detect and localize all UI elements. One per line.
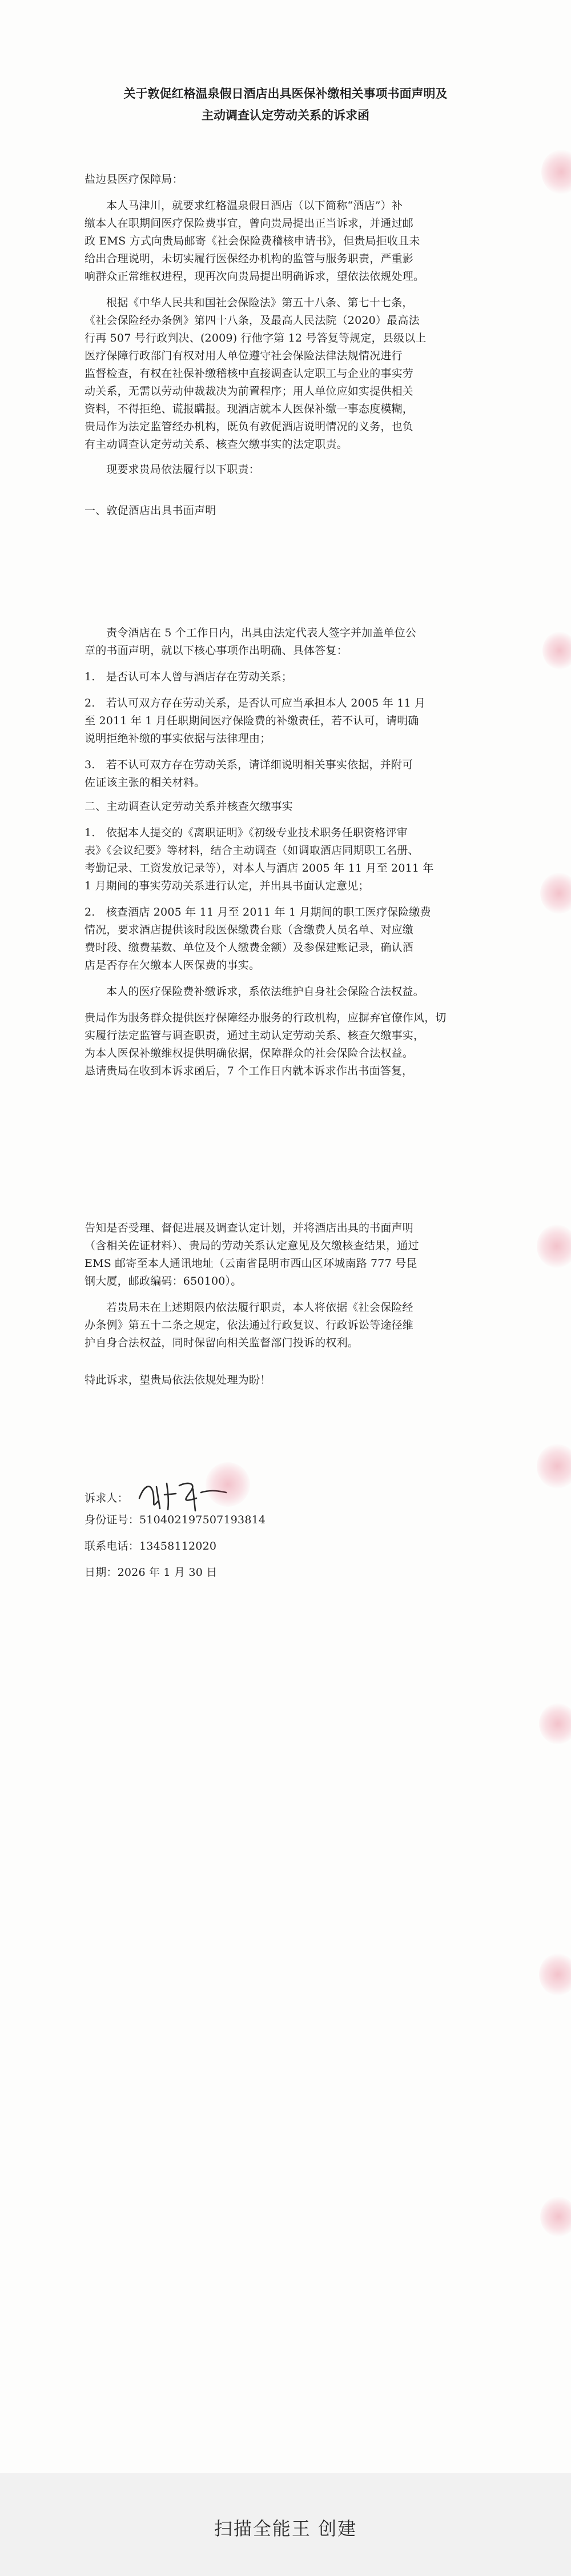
section2-heading: 二、主动调查认定劳动关系并核查欠缴事实 bbox=[85, 800, 293, 813]
document-title-line2: 主动调查认定劳动关系的诉求函 bbox=[202, 108, 369, 122]
final-line: 特此诉求，望贵局依法依规处理为盼！ bbox=[85, 1374, 271, 1386]
closing-para1-line: 为本人医保补缴维权提供明确依据，保障群众的社会保险合法权益。 bbox=[85, 1047, 414, 1060]
closing-para1-line: 实履行法定监管与调查职责，通过主动认定劳动关系、核查欠缴事实， bbox=[85, 1029, 425, 1042]
seal-mark bbox=[542, 632, 571, 669]
closing-para2-line: 钢大厦，邮政编码：650100）。 bbox=[85, 1275, 242, 1287]
closing-para3-line: 若贵局未在上述期限内依法履行职责，本人将依据《社会保险经 bbox=[106, 1301, 413, 1314]
section1-item-line: 至 2011 年 1 月任职期间医疗保险费的补缴责任，若不认可，请明确 bbox=[85, 715, 419, 727]
legal-basis-line: 资料，不得拒绝、谎报瞒报。现酒店就本人医保补缴一事态度模糊， bbox=[85, 403, 414, 415]
legal-basis-line: 根据《中华人民共和国社会保险法》第五十八条、第七十七条， bbox=[106, 296, 413, 309]
phone-number: 联系电话：13458112020 bbox=[85, 1540, 217, 1552]
section2-item-line: 1. 依据本人提交的《离职证明》《初级专业技术职务任职资格评审 bbox=[85, 826, 408, 839]
legal-basis-line: 有主动调查认定劳动关系、核查欠缴事实的法定职责。 bbox=[85, 438, 348, 451]
scanner-footer bbox=[0, 2473, 571, 2576]
seal-mark bbox=[537, 1444, 571, 1488]
closing-para2-line: 告知是否受理、督促进展及调查认定计划，并将酒店出具的书面声明 bbox=[85, 1222, 414, 1234]
document-title-line1: 关于敦促红格温泉假日酒店出具医保补缴相关事项书面声明及 bbox=[123, 86, 448, 101]
section2-item-line: 情况，要求酒店提供该时段医保缴费台账（含缴费人员名单、对应缴 bbox=[85, 924, 414, 936]
scanner-watermark-text: 扫描全能王 创建 bbox=[214, 2518, 357, 2539]
intro-line: 响群众正常维权进程，现再次向贵局提出明确诉求，望依法依规处理。 bbox=[85, 270, 425, 283]
section2-item-line: 店是否存在欠缴本人医保费的事实。 bbox=[85, 959, 260, 972]
section2-item-line: 表》《会议纪要》等材料，结合主动调查（如调取酒店同期职工名册、 bbox=[85, 844, 419, 857]
section2-item-line: 1 月期间的事实劳动关系进行认定，并出具书面认定意见； bbox=[85, 880, 369, 892]
section1-item-line: 1. 是否认可本人曾与酒店存在劳动关系； bbox=[85, 671, 293, 683]
section1-body-line: 责令酒店在 5 个工作日内，出具由法定代表人签字并加盖单位公 bbox=[106, 627, 417, 639]
section1-item-line: 佐证该主张的相关材料。 bbox=[85, 776, 206, 789]
closing-para2-line: EMS 邮寄至本人通讯地址（云南省昆明市西山区环城南路 777 号昆 bbox=[85, 1257, 417, 1270]
id-number: 身份证号：510402197507193814 bbox=[85, 1514, 266, 1526]
section1-item-line: 3. 若不认可双方存在劳动关系，请详细说明相关事实依据，并附可 bbox=[85, 759, 413, 771]
seal-mark bbox=[537, 1225, 571, 1268]
seal-mark bbox=[541, 150, 571, 194]
intro-line: 政 EMS 方式向贵局邮寄《社会保险费稽核申请书》，但贵局拒收且未 bbox=[85, 235, 420, 247]
legal-basis-line: 动关系，无需以劳动仲裁裁决为前置程序；用人单位应如实提供相关 bbox=[85, 385, 414, 398]
section2-item-line: 2. 核查酒店 2005 年 11 月至 2011 年 1 月期间的职工医疗保险缴费 bbox=[85, 906, 431, 918]
section2-item-line: 费时段、缴费基数、单位及个人缴费金额）及参保建账记录，确认酒 bbox=[85, 941, 414, 954]
legal-basis-line: 《社会保险经办条例》第四十八条，及最高人民法院（2020）最高法 bbox=[85, 314, 420, 327]
closing-para2-line: （含相关佐证材料）、贵局的劳动关系认定意见及欠缴核查结果，通过 bbox=[85, 1239, 419, 1252]
closing-para1-line: 恳请贵局在收到本诉求函后，7 个工作日内就本诉求作出书面答复， bbox=[85, 1065, 413, 1077]
date-line: 日期：2026 年 1 月 30 日 bbox=[85, 1566, 218, 1579]
section1-body-line: 章的书面声明，就以下核心事项作出明确、具体答复： bbox=[85, 644, 348, 657]
section1-heading: 一、敦促酒店出具书面声明 bbox=[85, 504, 216, 517]
fingerprint-mark bbox=[206, 1462, 250, 1507]
closing-para3-line: 护自身合法权益，同时保留向相关监督部门投诉的权利。 bbox=[85, 1337, 359, 1349]
seal-mark bbox=[539, 1703, 571, 1744]
section1-item-line: 2. 若认可双方存在劳动关系，是否认可应当承担本人 2005 年 11 月 bbox=[85, 697, 426, 709]
intro-line: 缴本人在职期间医疗保险费事宜，曾向贵局提出正当诉求，并通过邮 bbox=[85, 217, 414, 230]
legal-basis-line: 行再 507 号行政判决、(2009) 行他字第 12 号答复等规定，县级以上 bbox=[85, 332, 427, 344]
section1-item-line: 说明拒绝补缴的事实依据与法律理由； bbox=[85, 732, 271, 745]
addressee: 盐边县医疗保障局： bbox=[85, 173, 183, 186]
closing-para3-line: 办条例》第五十二条之规定，依法通过行政复议、行政诉讼等途径维 bbox=[85, 1319, 414, 1331]
request-intro: 现要求贵局依法履行以下职责： bbox=[106, 463, 260, 476]
section2-item-line: 考勤记录、工资发放记录等），对本人与酒店 2005 年 11 月至 2011 年 bbox=[85, 862, 434, 874]
signature-label: 诉求人： bbox=[85, 1492, 128, 1504]
intro-line: 给出合理说明，未切实履行医保经办机构的监管与服务职责，严重影 bbox=[85, 252, 414, 265]
intro-line: 本人马津川，就要求红格温泉假日酒店（以下简称“酒店”）补 bbox=[106, 199, 403, 212]
seal-mark bbox=[540, 873, 571, 914]
seal-mark bbox=[540, 2197, 571, 2237]
closing-para1-line: 贵局作为服务群众提供医疗保障经办服务的行政机构，应摒弃官僚作风，切 bbox=[85, 1012, 447, 1024]
legal-basis-line: 医疗保障行政部门有权对用人单位遵守社会保险法律法规情况进行 bbox=[85, 350, 403, 362]
legal-basis-line: 监督检查，有权在社保补缴稽核中直接调查认定职工与企业的事实劳 bbox=[85, 367, 414, 380]
seal-mark bbox=[539, 1953, 571, 1996]
closing-para1-line: 本人的医疗保险费补缴诉求，系依法维护自身社会保险合法权益。 bbox=[106, 985, 424, 998]
legal-basis-line: 贵局作为法定监管经办机构，既负有敦促酒店说明情况的义务，也负 bbox=[85, 420, 414, 433]
